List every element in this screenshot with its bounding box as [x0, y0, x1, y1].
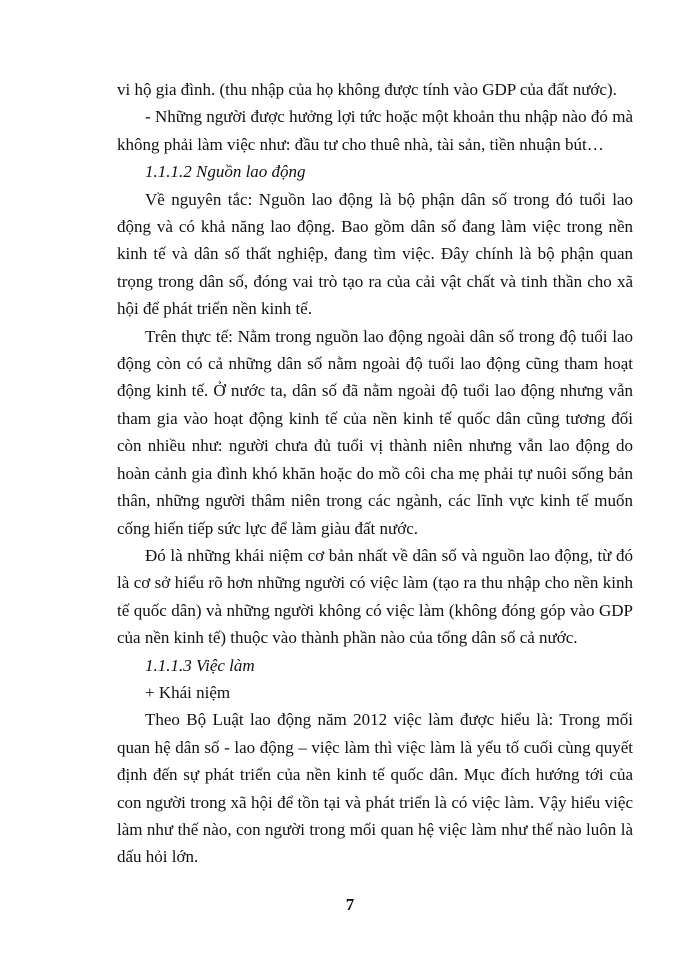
subheading-concept: + Khái niệm	[145, 682, 231, 702]
paragraph-basic-concepts: Đó là những khái niệm cơ bản nhất về dân số và nguồn lao động, từ đó là cơ sở hiểu rõ hơn những người có việc làm (tạo ra thu nhập cho nền kinh tế quốc dân) và những người không có việc làm (không đóng góp vào GDP của nền kinh tế) thuộc vào thành phần nào của tổng dân số cả nước.	[117, 545, 633, 648]
section-heading-employment: 1.1.1.3 Việc làm	[145, 655, 255, 675]
section-heading-labor-source: 1.1.1.2 Nguồn lao động	[145, 162, 306, 182]
page-number: 7	[345, 895, 355, 914]
paragraph-income-list: - Những người được hưởng lợi tức hoặc một khoản thu nhập nào đó mà không phải làm việc như: đầu tư cho thuê nhà, tài sản, tiền nhuận bút…	[117, 107, 633, 154]
paragraph-labor-law: Theo Bộ Luật lao động năm 2012 việc làm được hiểu là: Trong mối quan hệ dân số - lao động – việc làm thì việc làm là yếu tố cuối cùng quyết định đến sự phát triển của nền kinh tế quốc dân. Mục đích hướng tới của con người trong xã hội để tồn tại và phát triển là có việc làm. Vậy hiểu việc làm như thế nào, con người trong mối quan hệ việc làm như thế nào luôn là dấu hỏi lớn.	[117, 710, 633, 867]
paragraph-continuation: vi hộ gia đình. (thu nhập của họ không được tính vào GDP của đất nước).	[117, 80, 617, 99]
text-body	[117, 76, 633, 871]
paragraph-reality: Trên thực tế: Nằm trong nguồn lao động ngoài dân số trong độ tuổi lao động còn có cả những dân số nằm ngoài độ tuổi lao động cũng tham hoạt động kinh tế. Ở nước ta, dân số đã nằm ngoài độ tuổi lao động nhưng vẫn tham gia vào hoạt động kinh tế của nền kinh tế quốc dân cũng tương đối còn nhiều như: người chưa đủ tuổi vị thành niên nhưng vẫn lao động do hoàn cảnh gia đình khó khăn hoặc do mồ côi cha mẹ phải tự nuôi sống bản thân, những người thâm niên trong các ngành, các lĩnh vực kinh tế muốn cống hiến tiếp sức lực để làm giàu đất nước.	[117, 326, 633, 538]
paragraph-principle: Về nguyên tắc: Nguồn lao động là bộ phận dân số trong đó tuổi lao động và có khả năng lao động. Bao gồm dân số đang làm việc trong nền kinh tế và dân số thất nghiệp, đang tìm việc. Đây chính là bộ phận quan trọng trong dân số, đóng vai trò tạo ra của cải vật chất và tinh thần cho xã hội để phát triển nền kinh tế.	[117, 189, 633, 319]
